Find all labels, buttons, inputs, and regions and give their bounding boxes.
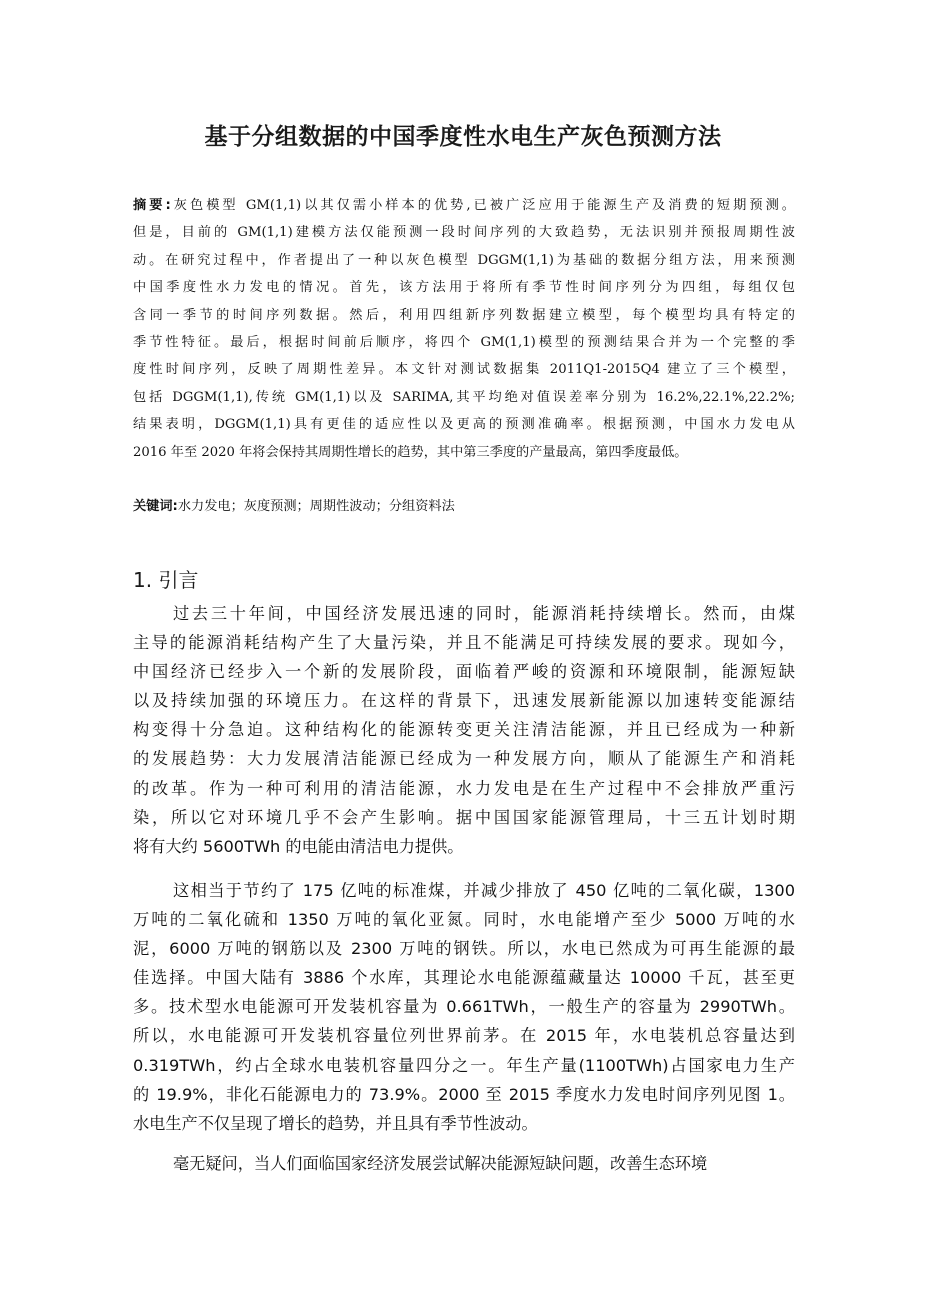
- text-line: 0.319TWh，约占全球水电装机容量四分之一。年生产量(1100TWh)占国家电力生产: [133, 1055, 795, 1075]
- text-line: 构变得十分急迫。这种结构化的能源转变更关注清洁能源，并且已经成为一种新: [133, 720, 795, 740]
- abstract-line: 2016 年至 2020 年将会保持其周期性增长的趋势，其中第三季度的产量最高，第四季度最低。: [133, 444, 688, 460]
- abstract-line: 中国季度性水力发电的情况。首先，该方法用于将所有季节性时间序列分为四组，每组仅包: [133, 280, 795, 296]
- text-line: 将有大约 5600TWh 的电能由清洁电力提供。: [133, 836, 464, 856]
- text-line: 主导的能源消耗结构产生了大量污染，并且不能满足可持续发展的要求。现如今，: [133, 633, 795, 653]
- keywords-label: 关键词:: [133, 499, 178, 514]
- text-line: 的 19.9%，非化石能源电力的 73.9%。2000 至 2015 季度水力发电时间序列见图 1。: [133, 1084, 795, 1104]
- text-line: 万吨的二氧化硫和 1350 万吨的氧化亚氮。同时，水电能增产至少 5000 万吨的水: [133, 910, 795, 930]
- section-heading: 1. 引言: [133, 568, 199, 592]
- paper-title: 基于分组数据的中国季度性水电生产灰色预测方法: [204, 124, 722, 150]
- body-paragraph: [133, 1149, 795, 1178]
- body-paragraph: [133, 876, 795, 1138]
- abstract-line: 度性时间序列，反映了周期性差异。本文针对测试数据集 2011Q1-2015Q4 建立了三个模型，: [133, 362, 795, 378]
- abstract-line: 但是，目前的 GM(1,1)建模方法仅能预测一段时间序列的大致趋势，无法识别并预报周期性波: [133, 225, 795, 241]
- abstract-line: 结果表明，DGGM(1,1)具有更佳的适应性以及更高的预测准确率。根据预测，中国水力发电从: [133, 417, 795, 433]
- text-line: 的发展趋势：大力发展清洁能源已经成为一种发展方向，顺从了能源生产和消耗: [133, 749, 795, 769]
- text-line: 水电生产不仅呈现了增长的趋势，并且具有季节性波动。: [133, 1113, 538, 1133]
- abstract-line: 摘要:灰色模型 GM(1,1)以其仅需小样本的优势,已被广泛应用于能源生产及消费的短期预测。: [133, 198, 795, 213]
- keywords: [133, 495, 795, 514]
- text-line: 中国经济已经步入一个新的发展阶段，面临着严峻的资源和环境限制，能源短缺: [133, 662, 795, 682]
- text-line: 泥，6000 万吨的钢筋以及 2300 万吨的钢铁。所以，水电已然成为可再生能源的最: [133, 939, 795, 959]
- text-line: 佳选择。中国大陆有 3886 个水库，其理论水电能源蕴藏量达 10000 千瓦，甚至更: [133, 968, 795, 988]
- text-line: 所以，水电能源可开发装机容量位列世界前茅。在 2015 年，水电装机总容量达到: [133, 1026, 795, 1046]
- text-line: 过去三十年间，中国经济发展迅速的同时，能源消耗持续增长。然而，由煤: [173, 604, 795, 623]
- keywords-text: 水力发电；灰度预测；周期性波动；分组资料法: [177, 499, 455, 514]
- body-paragraph: [133, 599, 795, 861]
- text-line: 多。技术型水电能源可开发装机容量为 0.661TWh，一般生产的容量为 2990TWh。: [133, 997, 795, 1017]
- abstract-line: 含同一季节的时间序列数据。然后，利用四组新序列数据建立模型，每个模型均具有特定的: [133, 307, 795, 323]
- text-line: 以及持续加强的环境压力。在这样的背景下，迅速发展新能源以加速转变能源结: [133, 691, 795, 711]
- text-line: 染，所以它对环境几乎不会产生影响。据中国国家能源管理局，十三五计划时期: [133, 807, 795, 827]
- abstract: [133, 192, 795, 466]
- abstract-line: 动。在研究过程中，作者提出了一种以灰色模型 DGGM(1,1)为基础的数据分组方法，用来预测: [133, 252, 795, 268]
- text-line: 这相当于节约了 175 亿吨的标准煤，并减少排放了 450 亿吨的二氧化碳，1300: [173, 881, 795, 900]
- text-line: 毫无疑问，当人们面临国家经济发展尝试解决能源短缺问题，改善生态环境: [173, 1154, 708, 1173]
- abstract-label: 摘要:: [133, 198, 171, 213]
- abstract-line: 季节性特征。最后，根据时间前后顺序，将四个 GM(1,1)模型的预测结果合并为一个完整的季: [133, 335, 795, 351]
- text-line: 的改革。作为一种可利用的清洁能源，水力发电是在生产过程中不会排放严重污: [133, 778, 795, 798]
- abstract-line: 包括 DGGM(1,1),传统 GM(1,1)以及 SARIMA,其平均绝对值误差率分别为 16.2%,22.1%,22.2%;: [133, 389, 795, 405]
